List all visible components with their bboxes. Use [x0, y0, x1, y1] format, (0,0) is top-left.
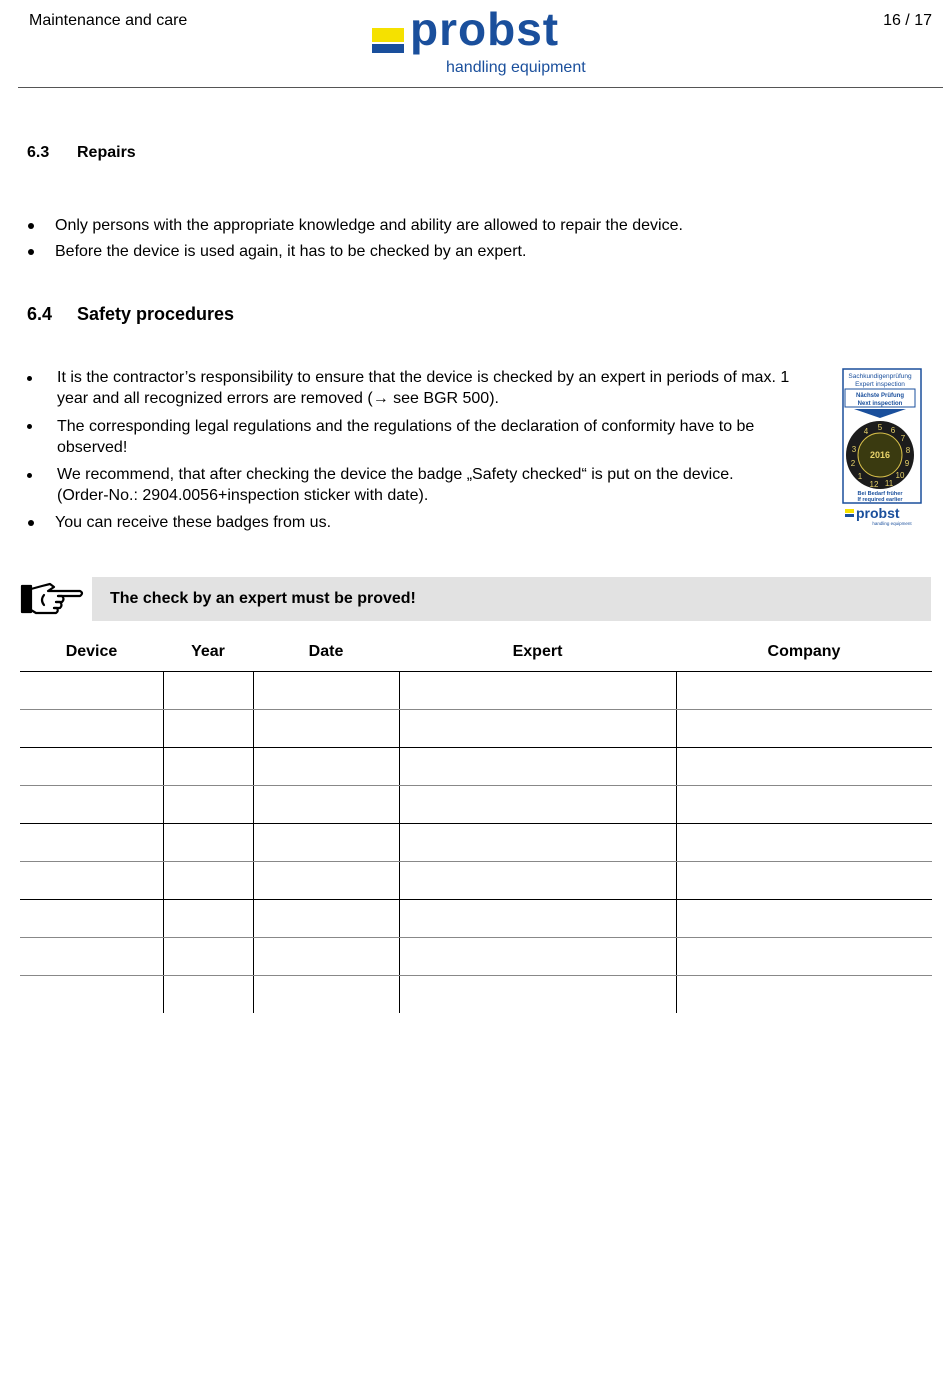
cell[interactable] — [399, 824, 676, 862]
safety-bullet-3-line-2: (Order-No.: 2904.0056+inspection sticker with date). — [57, 487, 429, 504]
cell[interactable] — [20, 976, 163, 1014]
cell[interactable] — [399, 900, 676, 938]
cell[interactable] — [676, 862, 932, 900]
cell[interactable] — [676, 748, 932, 786]
safety-bullet-2 — [57, 416, 754, 458]
logo-subtitle: handling equipment — [446, 59, 586, 76]
svg-text:9: 9 — [904, 459, 910, 468]
bullet-dot — [28, 223, 34, 229]
section-number-repairs: 6.3 — [27, 144, 50, 161]
cell[interactable] — [253, 786, 399, 824]
cell[interactable] — [676, 710, 932, 748]
pointing-hand-icon — [20, 580, 86, 618]
cell[interactable] — [20, 938, 163, 976]
cell[interactable] — [676, 938, 932, 976]
cell[interactable] — [163, 672, 253, 710]
bullet-dot — [28, 520, 34, 526]
table-row — [20, 786, 932, 824]
cell[interactable] — [163, 748, 253, 786]
badge-text-6: If required earlier — [857, 497, 903, 503]
probst-logo — [372, 3, 602, 80]
safety-badge-image — [842, 368, 922, 528]
cell[interactable] — [163, 824, 253, 862]
cell[interactable] — [676, 824, 932, 862]
logo-wordmark: probst — [410, 3, 560, 55]
safety-bullet-1 — [57, 367, 789, 409]
cell[interactable] — [399, 710, 676, 748]
header-device: Device — [20, 633, 163, 672]
header-company: Company — [676, 633, 932, 672]
svg-text:12: 12 — [869, 480, 879, 489]
cell[interactable] — [163, 710, 253, 748]
cell[interactable] — [20, 786, 163, 824]
cell[interactable] — [20, 672, 163, 710]
cell[interactable] — [253, 672, 399, 710]
badge-text-1: Sachkundigenprüfung — [848, 373, 912, 380]
table-row — [20, 862, 932, 900]
bullet-dot — [27, 424, 32, 429]
page-number: 16 / 17 — [883, 12, 932, 29]
logo-yellow-bar — [372, 28, 404, 42]
badge-logo-yellow — [845, 509, 854, 513]
cell[interactable] — [399, 672, 676, 710]
safety-bullet-1-line-2: year and all recognized errors are removed (→ see BGR 500). — [57, 390, 499, 407]
header-expert: Expert — [399, 633, 676, 672]
svg-text:2: 2 — [850, 459, 856, 468]
badge-text-3: Nächste Prüfung — [855, 393, 905, 399]
bullet-dot — [27, 376, 32, 381]
cell[interactable] — [253, 824, 399, 862]
cell[interactable] — [253, 862, 399, 900]
section-title-repairs: Repairs — [77, 144, 136, 161]
badge-year: 2016 — [869, 450, 891, 460]
safety-bullet-4 — [55, 512, 331, 533]
table-row — [20, 710, 932, 748]
cell[interactable] — [676, 976, 932, 1014]
note-text: The check by an expert must be proved! — [110, 590, 416, 607]
svg-text:1: 1 — [857, 472, 863, 481]
svg-text:11: 11 — [884, 479, 894, 488]
svg-text:5: 5 — [877, 423, 883, 432]
cell[interactable] — [253, 976, 399, 1014]
badge-logo-word: probst — [856, 505, 900, 521]
safety-bullet-2-line-1: The corresponding legal regulations and the regulations of the declaration of conformity have to be — [57, 418, 755, 435]
cell[interactable] — [253, 748, 399, 786]
table-row — [20, 900, 932, 938]
bullet-dot — [27, 473, 32, 478]
cell[interactable] — [399, 938, 676, 976]
cell[interactable] — [676, 900, 932, 938]
cell[interactable] — [399, 786, 676, 824]
table-row — [20, 748, 932, 786]
svg-text:6: 6 — [890, 426, 896, 435]
safety-bullet-3 — [57, 464, 734, 506]
table-row — [20, 672, 932, 710]
repairs-bullet-2: Before the device is used again, it has to be checked by an expert. — [55, 243, 527, 260]
cell[interactable] — [163, 976, 253, 1014]
header-divider — [18, 87, 943, 88]
cell[interactable] — [399, 976, 676, 1014]
cell[interactable] — [20, 748, 163, 786]
repairs-bullet-1: Only persons with the appropriate knowledge and ability are allowed to repair the device. — [55, 217, 683, 234]
bullet-dot — [28, 249, 34, 255]
cell[interactable] — [253, 710, 399, 748]
inspection-log-table — [20, 633, 932, 1013]
svg-text:10: 10 — [895, 471, 905, 480]
badge-text-5: Bei Bedarf früher — [857, 491, 903, 497]
header-section-title: Maintenance and care — [29, 12, 188, 29]
header-date: Date — [253, 633, 399, 672]
badge-text-4: Next inspection — [857, 401, 903, 407]
section-title-safety: Safety procedures — [77, 304, 235, 324]
cell[interactable] — [20, 862, 163, 900]
svg-text:8: 8 — [905, 446, 911, 455]
svg-text:7: 7 — [900, 434, 906, 443]
safety-bullet-1-line-1: It is the contractor’s responsibility to ensure that the device is checked by an expert in periods of max. 1 — [57, 369, 790, 386]
cell[interactable] — [676, 672, 932, 710]
cell[interactable] — [20, 824, 163, 862]
cell[interactable] — [20, 710, 163, 748]
safety-bullet-3-line-1: We recommend, that after checking the device the badge „Safety checked“ is put on the device. — [57, 466, 734, 483]
logo-blue-bar — [372, 44, 404, 53]
cell[interactable] — [399, 748, 676, 786]
safety-bullet-2-line-2: observed! — [57, 439, 128, 456]
safety-bullet-4-line-1: You can receive these badges from us. — [55, 514, 332, 531]
table-row — [20, 976, 932, 1014]
badge-logo-blue — [845, 514, 854, 517]
cell[interactable] — [163, 900, 253, 938]
cell[interactable] — [253, 938, 399, 976]
header-year: Year — [163, 633, 253, 672]
table-row — [20, 938, 932, 976]
cell[interactable] — [163, 862, 253, 900]
cell[interactable] — [163, 938, 253, 976]
badge-text-2: Expert inspection — [855, 381, 905, 388]
table-header-row — [20, 633, 932, 672]
cell[interactable] — [676, 786, 932, 824]
note-banner — [92, 577, 931, 621]
svg-text:3: 3 — [851, 445, 857, 454]
svg-text:4: 4 — [863, 427, 869, 436]
badge-logo-sub: handling equipment — [872, 521, 912, 526]
cell[interactable] — [163, 786, 253, 824]
cell[interactable] — [20, 900, 163, 938]
table-row — [20, 824, 932, 862]
cell[interactable] — [253, 900, 399, 938]
cell[interactable] — [399, 862, 676, 900]
section-number-safety: 6.4 — [27, 304, 53, 324]
